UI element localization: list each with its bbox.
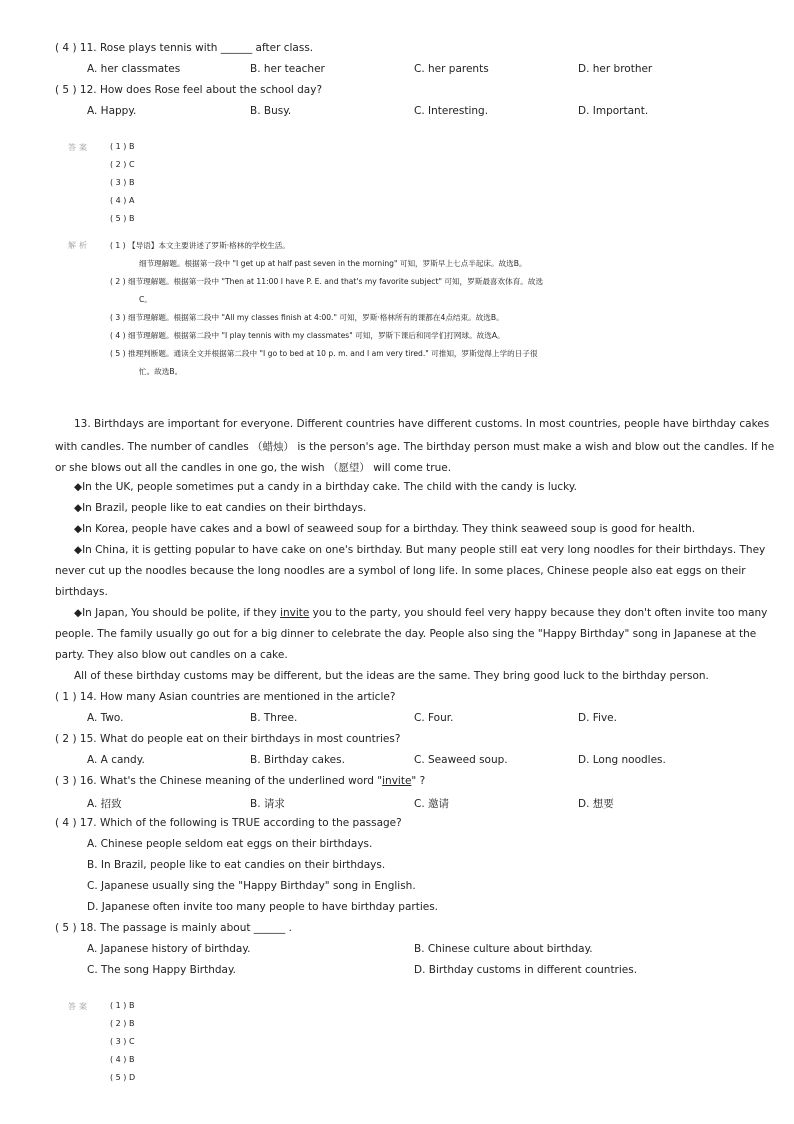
answer-item: ( 1 ) B [110,1001,135,1010]
answer-item: ( 3 ) B [110,178,135,187]
explanation-line: 细节理解题。根据第一段中 "I get up at half past seven in the morning" 可知，罗斯早上七点半起床。故选B。 [139,259,527,268]
option-b: B. Birthday cakes. [250,754,345,766]
question-text: 15. What do people eat on their birthdays in most countries? [79,733,401,745]
passage-line: ◆In the UK, people sometimes put a candy in a birthday cake. The child with the candy is lucky. [74,481,577,493]
passage-line: birthdays. [55,586,108,598]
answer-item: ( 4 ) B [110,1055,135,1064]
option-c: C. 邀请 [414,798,450,810]
option-b: B. Busy. [250,105,292,117]
answer-item: ( 2 ) C [110,160,135,169]
option-a: A. A candy. [87,754,145,766]
option-d: D. Five. [578,712,617,724]
answer-item: ( 1 ) B [110,142,135,151]
option-d: D. her brother [578,63,653,75]
option-d: D. 想要 [578,798,614,810]
option-c: C. Seaweed soup. [414,754,508,766]
explanation-line: ( 3 ) 细节理解题。根据第二段中 "All my classes finish at 4:00." 可知，罗斯·格林所有的课都在4点结束。故选B。 [110,313,504,322]
option-c: C. Japanese usually sing the "Happy Birthday" song in English. [87,880,416,892]
option-b: B. her teacher [250,63,325,75]
question-16 [55,775,425,787]
question-text: 18. The passage is mainly about ______ . [79,922,292,934]
passage-line: ◆In China, it is getting popular to have cake on one's birthday. But many people still eat very long noodles for their birthdays. They [74,544,766,556]
passage-text: ◆In Japan, You should be polite, if they [74,607,281,619]
question-number: ( 5 ) [55,922,77,934]
answer-label: 答案 [68,143,90,152]
explanation-line: ( 1 ) 【导语】本文主要讲述了罗斯·格林的学校生活。 [110,241,290,250]
question-text: 11. Rose plays tennis with ______ after class. [79,42,314,54]
question-number: ( 1 ) [55,691,77,703]
explanation-line: C。 [139,295,152,304]
option-d: D. Japanese often invite too many people to have birthday parties. [87,901,439,913]
option-a: A. 招致 [87,798,122,810]
option-b: B. In Brazil, people like to eat candies on their birthdays. [87,859,386,871]
explanation-line: ( 2 ) 细节理解题。根据第一段中 "Then at 11:00 I have P. E. and that's my favorite subject" 可知，罗斯最喜欢体育。故选 [110,277,544,286]
option-d: D. Long noodles. [578,754,666,766]
answer-item: ( 5 ) B [110,214,135,223]
passage-line: with candles. The number of candles （蜡烛） is the person's age. The birthday person must make a wish and blow out the candles. If he [55,441,775,453]
passage-line-japan [74,607,767,619]
option-a: A. Japanese history of birthday. [87,943,251,955]
option-a: A. Happy. [87,105,137,117]
question-14 [55,691,395,703]
option-d: D. Important. [578,105,649,117]
question-12 [55,84,322,96]
question-text: 17. Which of the following is TRUE according to the passage? [79,817,402,829]
answer-label: 答案 [68,1002,90,1011]
option-c: C. Four. [414,712,454,724]
passage-line: 13. Birthdays are important for everyone. Different countries have different customs. In most countries, people have birthday cakes [74,418,770,430]
explanation-label: 解析 [68,241,90,250]
question-number: ( 3 ) [55,775,77,787]
option-c: C. Interesting. [414,105,489,117]
answer-item: ( 3 ) C [110,1037,135,1046]
answer-item: ( 5 ) D [110,1073,136,1082]
question-text: 12. How does Rose feel about the school day? [79,84,323,96]
answer-item: ( 2 ) B [110,1019,135,1028]
option-a: A. Two. [87,712,124,724]
explanation-line: ( 5 ) 推理判断题。通读全文并根据第二段中 "I go to bed at 10 p. m. and I am very tired." 可推知，罗斯觉得上学的日子很 [110,349,538,358]
underlined-word: invite [382,775,412,787]
question-18 [55,922,292,934]
option-a: A. her classmates [87,63,181,75]
question-text-end: " ? [411,775,426,787]
option-a: A. Chinese people seldom eat eggs on their birthdays. [87,838,373,850]
option-b: B. Three. [250,712,298,724]
option-c: C. her parents [414,63,489,75]
question-number: ( 2 ) [55,733,77,745]
passage-line: never cut up the noodles because the long noodles are a symbol of long life. In some places, Chinese people also eat eggs on their [55,565,746,577]
passage-line: ◆In Korea, people have cakes and a bowl of seaweed soup for a birthday. They think seaweed soup is good for health. [74,523,696,535]
explanation-line: 忙。故选B。 [139,367,183,376]
question-number: ( 4 ) [55,817,77,829]
option-b: B. 请求 [250,798,285,810]
option-d: D. Birthday customs in different countries. [414,964,638,976]
question-text: 14. How many Asian countries are mentioned in the article? [79,691,396,703]
question-number: ( 4 ) [55,42,77,54]
passage-line: All of these birthday customs may be different, but the ideas are the same. They bring good luck to the birthday person. [74,670,709,682]
passage-line: ◆In Brazil, people like to eat candies on their birthdays. [74,502,367,514]
question-17 [55,817,402,829]
question-text: 16. What's the Chinese meaning of the underlined word " [79,775,383,787]
question-11 [55,42,313,54]
option-b: B. Chinese culture about birthday. [414,943,593,955]
question-15 [55,733,400,745]
passage-line: or she blows out all the candles in one go, the wish （愿望） will come true. [55,462,452,474]
passage-line: party. They also blow out candles on a cake. [55,649,288,661]
explanation-line: ( 4 ) 细节理解题。根据第二段中 "I play tennis with my classmates" 可知，罗斯下课后和同学们打网球。故选A。 [110,331,505,340]
question-number: ( 5 ) [55,84,77,96]
underlined-word: invite [280,607,310,619]
passage-text: you to the party, you should feel very happy because they don't often invite too many [309,607,768,619]
answer-item: ( 4 ) A [110,196,135,205]
option-c: C. The song Happy Birthday. [87,964,236,976]
passage-line: people. The family usually go out for a big dinner to celebrate the day. People also sing the "Happy Birthday" song in Japanese at the [55,628,757,640]
